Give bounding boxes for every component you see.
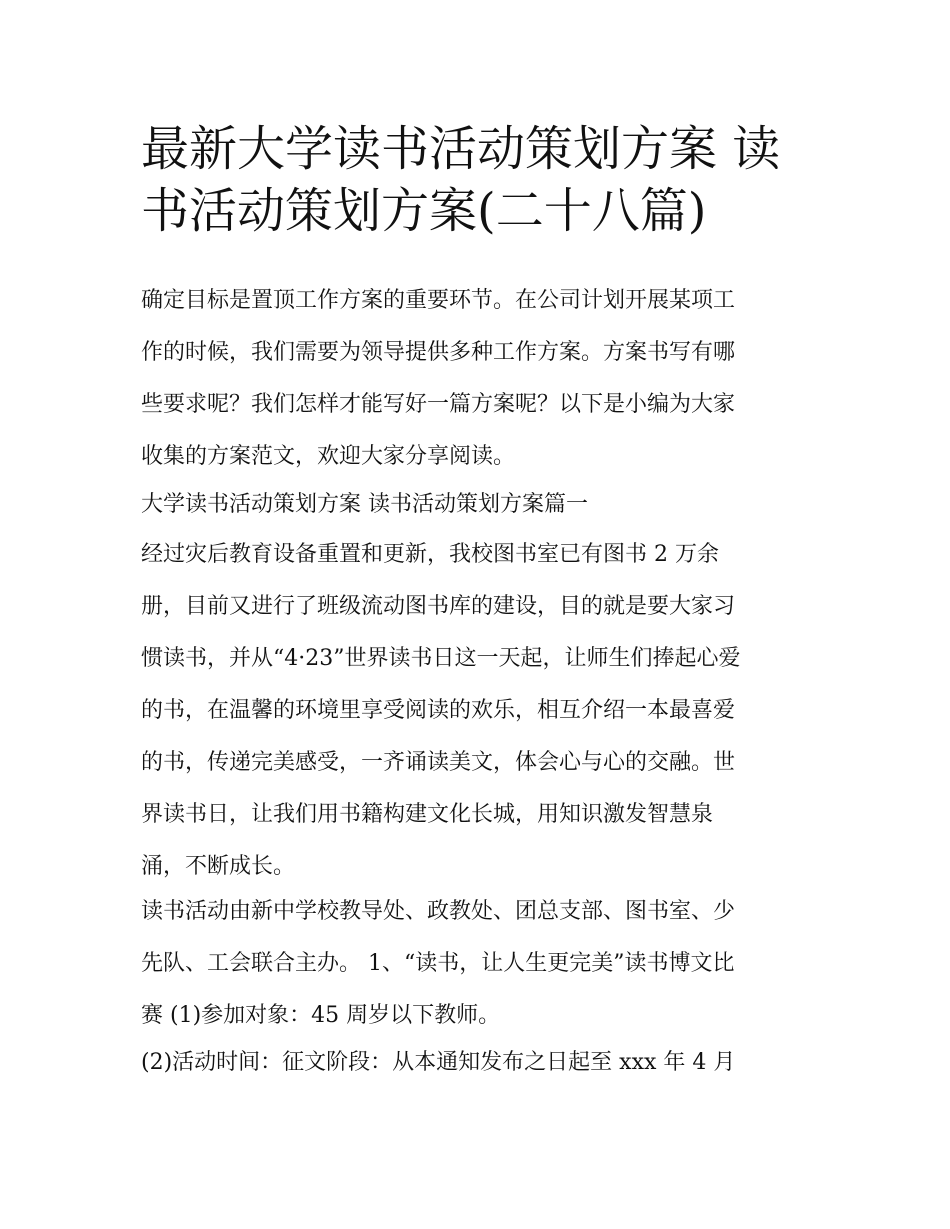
text-line: 的书，传递完美感受，一齐诵读美文，体会心与心的交融。世 — [141, 750, 736, 775]
text-line: 收集的方案范文，欢迎大家分享阅读。 — [141, 444, 516, 469]
text-line: 读书活动由新中学校教导处、政教处、团总支部、图书室、少 — [141, 899, 736, 924]
text-line: 惯读书，并从“4·23”世界读书日这一天起，让师生们捧起心爱 — [141, 646, 741, 671]
text-line: 的书，在温馨的环境里享受阅读的欢乐，相互介绍一本最喜爱 — [141, 698, 736, 723]
title-line-1: 最新大学读书活动策划方案 读 — [141, 121, 781, 177]
document-title — [141, 118, 821, 242]
time-paragraph — [141, 1037, 831, 1089]
intro-paragraph — [141, 275, 831, 483]
text-line: 涌，不断成长。 — [141, 854, 296, 879]
text-line: 作的时候，我们需要为领导提供多种工作方案。方案书写有哪 — [141, 340, 736, 365]
text-line: 界读书日，让我们用书籍构建文化长城，用知识激发智慧泉 — [141, 802, 714, 827]
text-line: 确定目标是置顶工作方案的重要环节。在公司计划开展某项工 — [141, 288, 736, 313]
text-line: (2)活动时间：征文阶段：从本通知发布之日起至 xxx 年 4 月 — [141, 1050, 736, 1075]
text-line: 册，目前又进行了班级流动图书库的建设，目的就是要大家习 — [141, 594, 736, 619]
organizer-paragraph — [141, 886, 831, 1042]
text-line: 些要求呢？我们怎样才能写好一篇方案呢？以下是小编为大家 — [141, 392, 736, 417]
section-heading-text: 大学读书活动策划方案 读书活动策划方案篇一 — [141, 492, 588, 517]
main-paragraph — [141, 529, 831, 893]
text-line: 先队、工会联合主办。 1、“读书，让人生更完美”读书博文比 — [141, 951, 735, 976]
title-line-2: 书活动策划方案(二十八篇) — [141, 183, 707, 239]
text-line: 经过灾后教育设备重置和更新，我校图书室已有图书 2 万余 — [141, 542, 719, 567]
section-heading — [141, 479, 831, 531]
text-line: 赛 (1)参加对象：45 周岁以下教师。 — [141, 1003, 501, 1028]
